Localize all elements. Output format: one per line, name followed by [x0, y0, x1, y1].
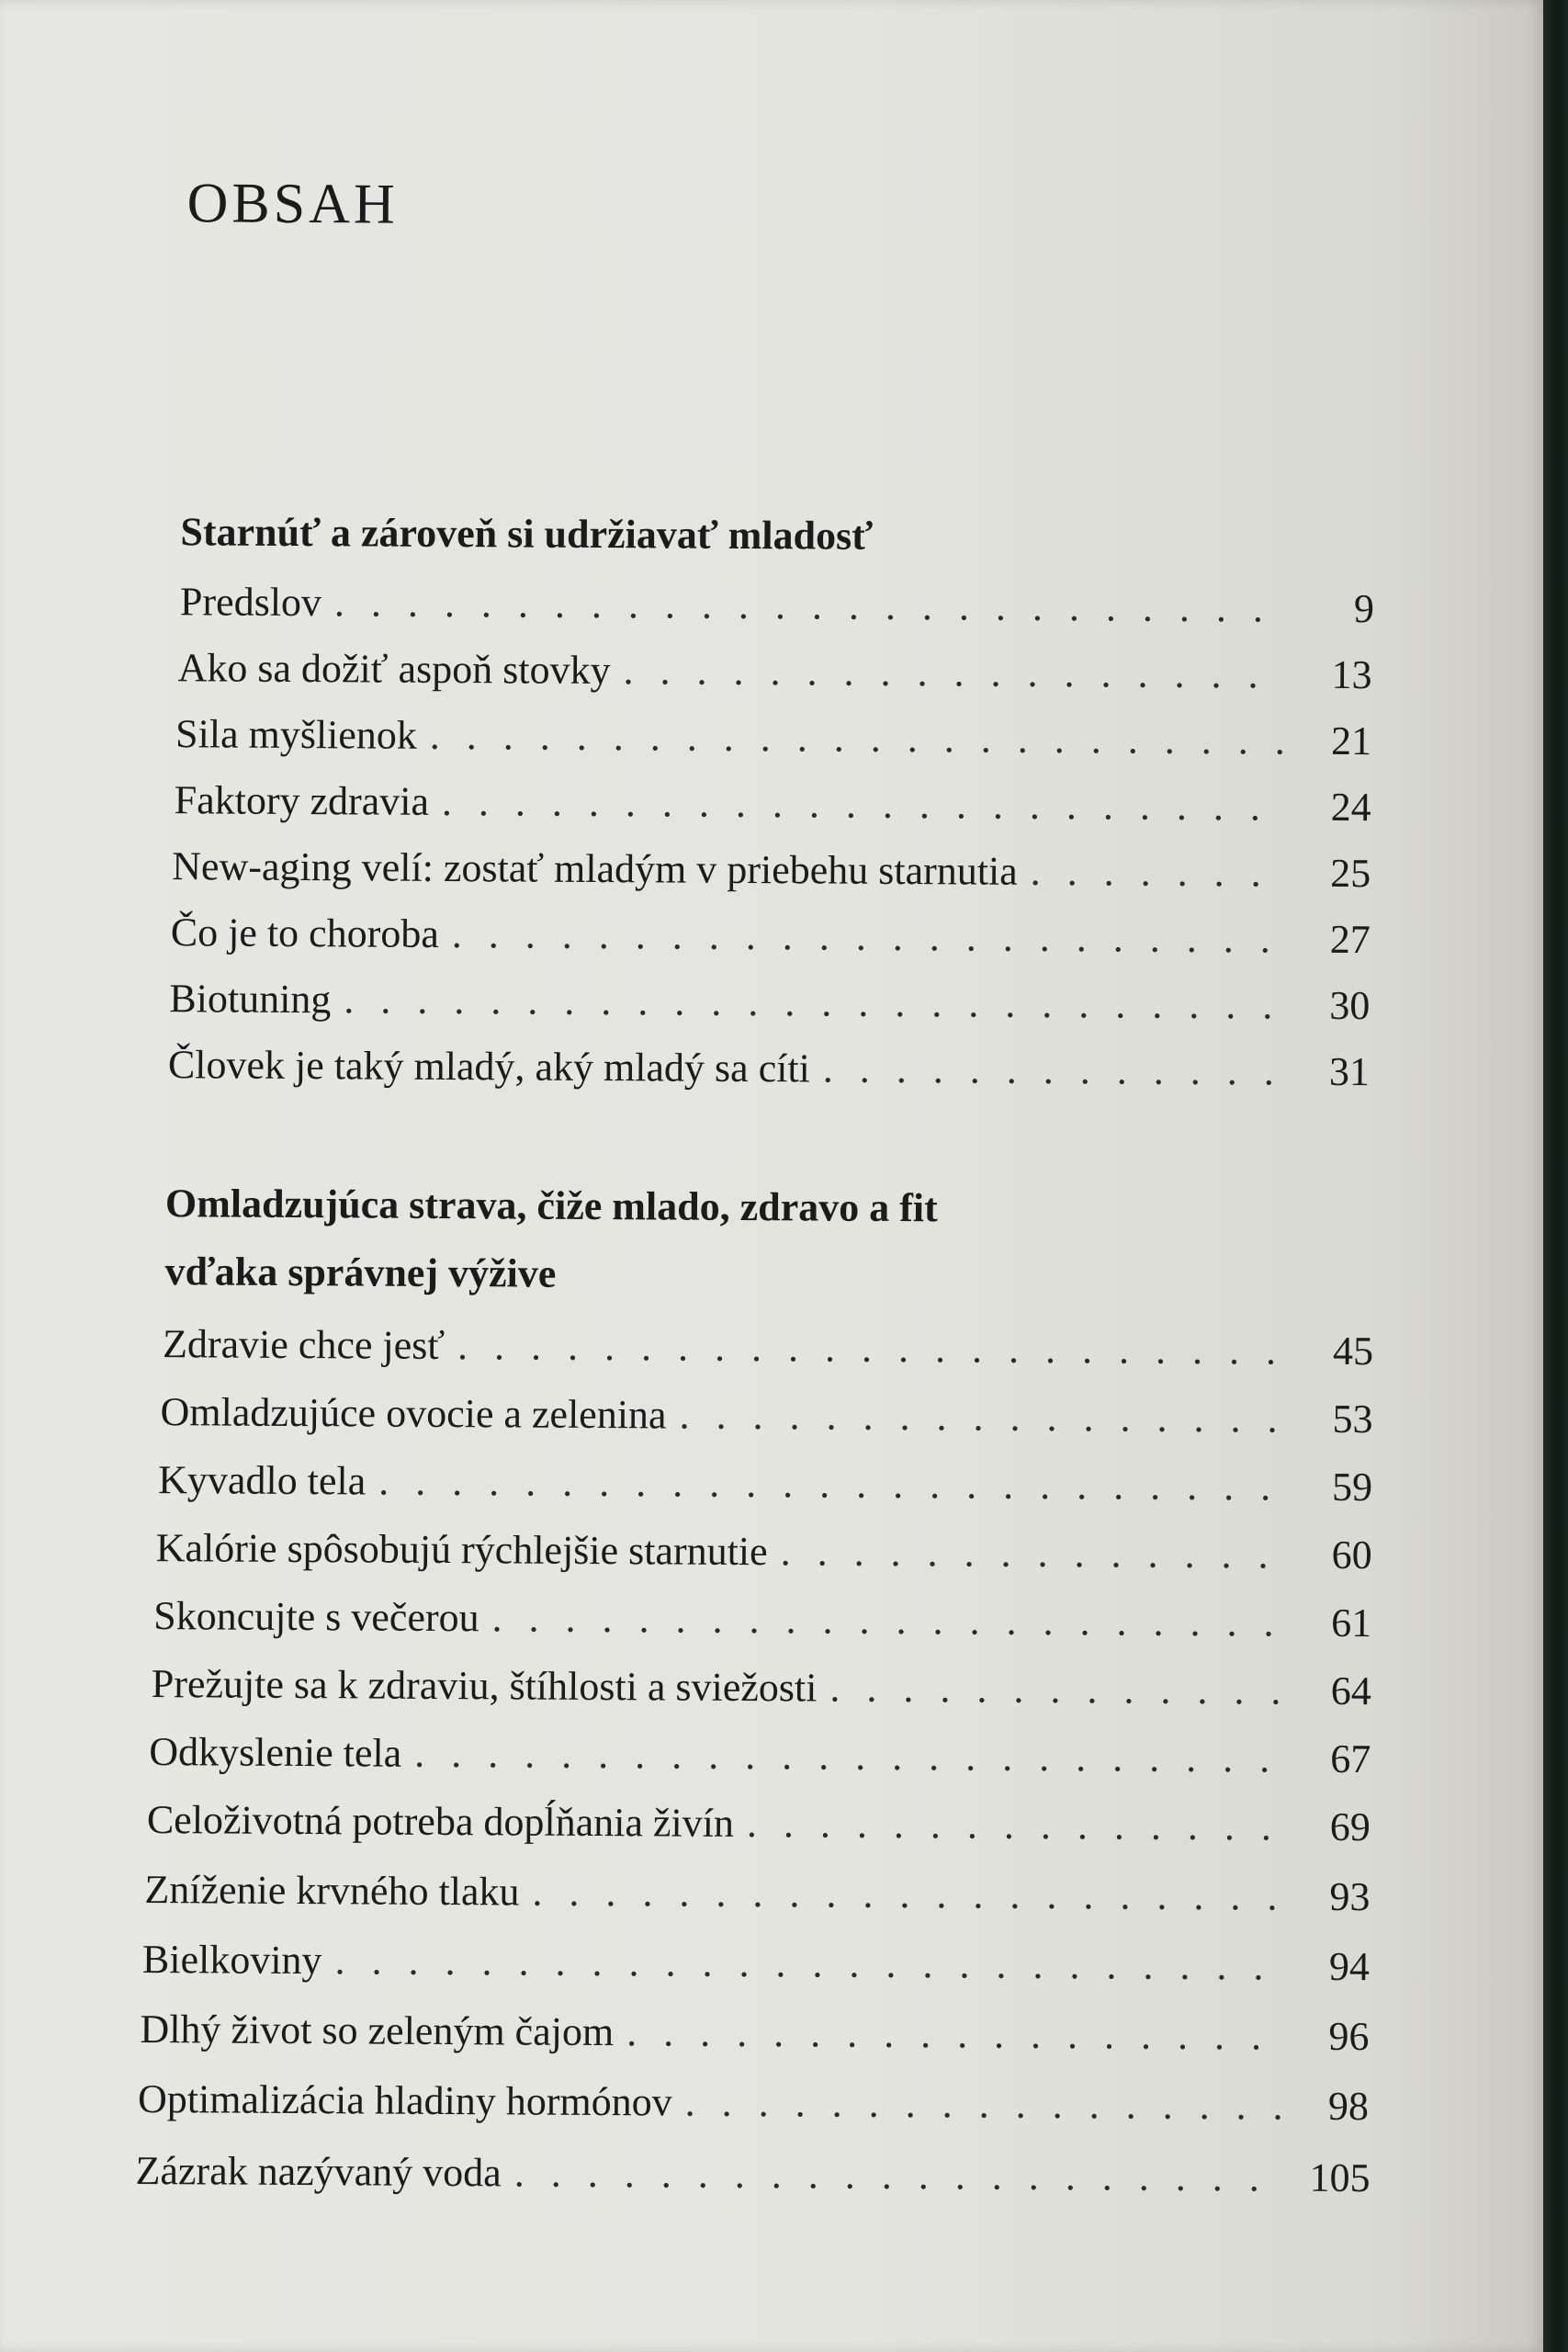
page-title: OBSAH: [186, 172, 400, 236]
toc-entry-title: Biotuning: [169, 976, 332, 1023]
toc-entry: [152, 1660, 1371, 1723]
toc-entry-title: Bielkoviny: [141, 1936, 322, 1984]
toc-entry-title: Celoživotná potreba dopĺňania živín: [146, 1797, 735, 1846]
leader-dots: [1031, 848, 1283, 897]
leader-dots: [430, 712, 1284, 764]
leader-dots: [514, 2149, 1282, 2200]
toc-entry-title: Sila myšlienok: [175, 711, 418, 758]
leader-dots: [344, 976, 1281, 1028]
toc-entry-title: Zdravie chce jesť: [162, 1321, 446, 1368]
toc-entry-page: 93: [1329, 1873, 1371, 1920]
toc-entry-title: Prežujte sa k zdraviu, štíhlosti a sviežosti: [151, 1661, 818, 1711]
leader-dots: [452, 910, 1282, 963]
leader-dots: [747, 1800, 1282, 1850]
toc-entry-title: Zázrak nazývaný voda: [135, 2147, 502, 2196]
toc-entry-title: Omladzujúce ovocie a zelenina: [160, 1389, 667, 1438]
toc-entry-page: 30: [1329, 982, 1371, 1029]
toc-entry-page: 45: [1332, 1328, 1374, 1374]
leader-dots: [442, 778, 1283, 831]
toc-entry: [153, 1592, 1371, 1655]
leader-dots: [626, 2008, 1281, 2059]
toc-entry-page: 61: [1331, 1600, 1372, 1646]
leader-dots: [780, 1528, 1283, 1577]
leader-dots: [378, 1458, 1284, 1510]
leader-dots: [829, 1665, 1283, 1714]
toc-entry: [163, 1320, 1373, 1383]
toc-entry: [172, 842, 1371, 905]
toc-entry: [140, 2006, 1369, 2068]
toc-entry-title: Dlhý život so zeleným čajom: [140, 2006, 615, 2055]
toc-entry: [180, 578, 1374, 640]
toc-entry-page: 64: [1330, 1668, 1371, 1714]
toc-entry-title: Zníženie krvného tlaku: [144, 1867, 520, 1915]
toc-entry-page: 25: [1330, 850, 1371, 897]
toc-entry-page: 69: [1329, 1804, 1371, 1850]
toc-entry: [138, 2075, 1369, 2138]
toc-entry-page: 31: [1328, 1048, 1371, 1095]
toc-entry-title: Ako sa dožiť aspoň stovky: [177, 645, 611, 694]
toc-entry: [175, 710, 1371, 773]
leader-dots: [491, 1594, 1283, 1645]
toc-entry-title: New-aging velí: zostať mladým v priebehu starnutia: [172, 843, 1018, 894]
toc-entry: [156, 1524, 1372, 1587]
toc-entry-title: Predslov: [179, 579, 322, 626]
toc-entry-page: 13: [1331, 651, 1372, 698]
toc-entry: [169, 975, 1370, 1037]
leader-dots: [623, 647, 1283, 697]
toc-entry-title: Čo je to choroba: [170, 910, 439, 956]
leader-dots: [532, 1869, 1281, 1920]
toc-entry-page: 21: [1330, 718, 1372, 764]
toc-entry-page: 59: [1331, 1464, 1373, 1510]
leader-dots: [679, 1392, 1284, 1442]
leader-dots: [334, 1937, 1281, 1989]
leader-dots: [685, 2079, 1281, 2130]
leader-dots: [334, 579, 1286, 631]
toc-entry: [135, 2147, 1370, 2210]
toc-entry-title: Kyvadlo tela: [158, 1457, 367, 1504]
toc-entry-page: 105: [1309, 2154, 1371, 2201]
toc-entry: [144, 1866, 1370, 1928]
toc-entry-title: Skoncujte s večerou: [153, 1593, 479, 1641]
toc-entry: [142, 1936, 1370, 1998]
toc-entry-title: Odkyslenie tela: [149, 1729, 402, 1776]
toc-entry-title: Človek je taký mladý, aký mladý sa cíti: [167, 1042, 811, 1091]
toc-entry-title: Optimalizácia hladiny hormónov: [137, 2075, 672, 2125]
book-cover-edge: [1543, 0, 1568, 2352]
section-heading: Starnúť a zároveň si udržiavať mladosť: [180, 509, 874, 559]
toc-entry: [160, 1388, 1372, 1451]
toc-entry-page: 60: [1331, 1532, 1372, 1578]
toc-entry-page: 27: [1329, 916, 1371, 963]
leader-dots: [823, 1045, 1281, 1094]
toc-entry-page: 96: [1328, 2013, 1370, 2060]
toc-entry-page: 53: [1332, 1396, 1373, 1442]
toc-entry: [149, 1728, 1371, 1791]
toc-entry-page: 94: [1328, 1943, 1371, 1990]
toc-entry: [174, 776, 1371, 839]
section-heading: Omladzujúca strava, čiže mlado, zdravo a fit: [164, 1181, 938, 1231]
toc-entry: [177, 644, 1371, 707]
toc-entry: [158, 1456, 1372, 1519]
toc-entry-page: 98: [1327, 2083, 1370, 2130]
toc-entry: [147, 1796, 1371, 1859]
toc-entry: [168, 1041, 1370, 1103]
toc-entry-page: 9: [1353, 586, 1375, 632]
toc-entry-page: 67: [1330, 1736, 1371, 1782]
toc-entry-title: Faktory zdravia: [174, 777, 430, 824]
leader-dots: [457, 1322, 1285, 1374]
toc-entry-page: 24: [1330, 784, 1371, 831]
toc-entry-title: Kalórie spôsobujú rýchlejšie starnutie: [155, 1525, 768, 1575]
leader-dots: [414, 1730, 1282, 1782]
toc-entry: [171, 909, 1371, 971]
section-heading-continued: vďaka správnej výžive: [164, 1249, 557, 1296]
